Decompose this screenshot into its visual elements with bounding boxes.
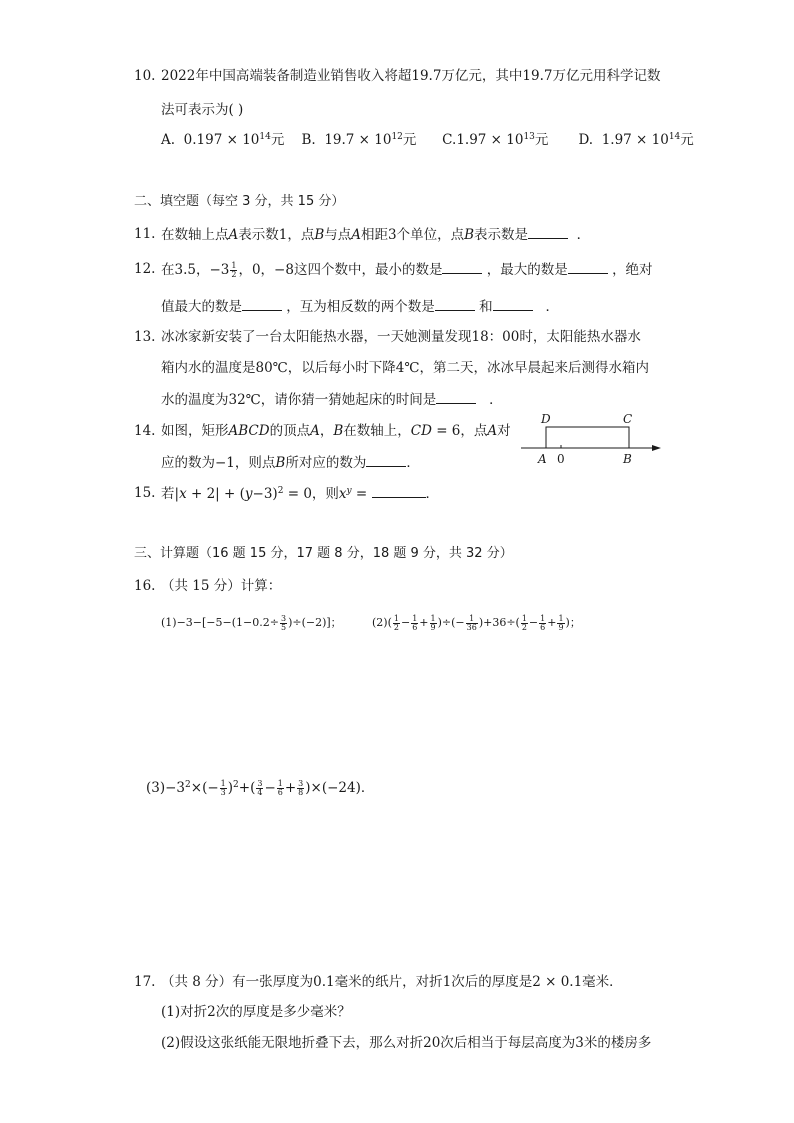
q12-blank-smallest[interactable]: [442, 259, 482, 274]
section-3-title: 三、计算题（16 题 15 分，17 题 8 分，18 题 9 分，共 32 分）: [134, 546, 513, 561]
q14-line2: 应的数为−1，则点B所对应的数为 ．: [161, 452, 420, 473]
q15-text: 若$|x + 2| + (y-3)^2 = 0$，则$x^y$ = ．: [161, 483, 439, 504]
q10-stem-line2: 法可表示为( ): [161, 102, 244, 118]
q12-blank-abs-largest[interactable]: [242, 296, 282, 311]
label-d: D: [541, 412, 551, 426]
q16-intro: （共 15 分）计算：: [161, 578, 282, 594]
q15-answer-blank[interactable]: [372, 483, 426, 498]
q12-blank-opposite-2[interactable]: [493, 296, 533, 311]
q10-option-c: $C.1.97 \times 10^{13}$元: [442, 132, 549, 148]
q14-number: 14.: [134, 423, 156, 439]
label-origin: 0: [557, 452, 565, 466]
section-2-title: 二、填空题（每空 3 分，共 15 分）: [134, 194, 345, 209]
q16-part2: (2)( $\frac{1}{2}$ − $\frac{1}{6}$ + $\frac{1}{9}$ )÷(− $\frac{1}{36}$ )+36÷( $\frac{1}{2}$ − $\frac{1}{6}$ + $\frac{1}{9}$ )；: [372, 613, 581, 632]
q12-line1: 在3.5，−3 $\frac{1}{2}$ ，0，−8这四个数中，最小的数是 ，最大的数是 ，绝对: [161, 261, 653, 279]
q12-number: 12.: [134, 261, 156, 277]
q17-line1: （共 8 分）有一张厚度为0.1毫米的纸片，对折1次后的厚度是2 × 0.1毫米．: [161, 974, 623, 990]
q10-option-a: A. $0.197 \times 10^{14}$元: [161, 132, 285, 148]
q14-figure: [518, 410, 664, 468]
q14-line1: 如图，矩形ABCD的顶点A，B在数轴上，CD = 6，点A对: [161, 423, 511, 439]
q11-answer-blank[interactable]: [528, 224, 568, 239]
label-a: A: [538, 452, 547, 466]
q13-number: 13.: [134, 329, 156, 345]
q10-option-b: B. $19.7 \times 10^{12}$元: [301, 132, 417, 148]
q12-blank-largest[interactable]: [568, 259, 608, 274]
q13-answer-blank[interactable]: [436, 389, 476, 404]
q17-number: 17.: [134, 974, 156, 990]
q10-stem-line1: 2022年中国高端装备制造业销售收入将超19.7万亿元，其中19.7万亿元用科学记数: [161, 68, 661, 84]
label-c: C: [623, 412, 633, 426]
q10-option-d: D. $1.97 \times 10^{14}$元: [578, 132, 694, 148]
label-b: B: [623, 452, 632, 466]
q15-number: 15.: [134, 485, 156, 501]
rectangle-abcd: [546, 427, 629, 448]
number-line-arrow: [652, 445, 661, 451]
q16-number: 16.: [134, 578, 156, 594]
q10-number: 10.: [134, 68, 156, 84]
q12-fraction: $\frac{1}{2}$: [231, 261, 237, 279]
q12-line2: 值最大的数是 ，互为相反数的两个数是 和 ．: [161, 296, 559, 317]
q16-part1: (1)−3−[−5−(1−0.2÷ $\frac{3}{5}$ )÷(−2)]；: [161, 613, 342, 632]
q13-line1: 冰冰家新安装了一台太阳能热水器，一天她测量发现18：00时，太阳能热水器水: [161, 329, 641, 345]
q14-answer-blank[interactable]: [366, 452, 406, 467]
q11-text: 在数轴上点A表示数1，点B与点A相距3个单位，点B表示数是 ．: [161, 224, 590, 245]
q16-part3: $(3)-3^2\times(-$ $\frac{1}{3}$ )$^2$+( $\frac{3}{4}$ − $\frac{1}{6}$ + $\frac{3}{8}$ )×(−24)．: [146, 779, 375, 797]
q17-sub2: (2)假设这张纸能无限地折叠下去，那么对折20次后相当于每层高度为3米的楼房多: [161, 1035, 652, 1051]
q17-sub1: (1)对折2次的厚度是多少毫米？: [161, 1004, 351, 1020]
q10-options: [161, 130, 694, 150]
q13-line2: 箱内水的温度是80℃，以后每小时下降4℃，第二天，冰冰早晨起来后测得水箱内: [161, 360, 649, 376]
q13-line3: 水的温度为32℃，请你猜一猜她起床的时间是 ．: [161, 389, 503, 410]
q11-number: 11.: [134, 226, 156, 242]
q12-blank-opposite-1[interactable]: [435, 296, 475, 311]
